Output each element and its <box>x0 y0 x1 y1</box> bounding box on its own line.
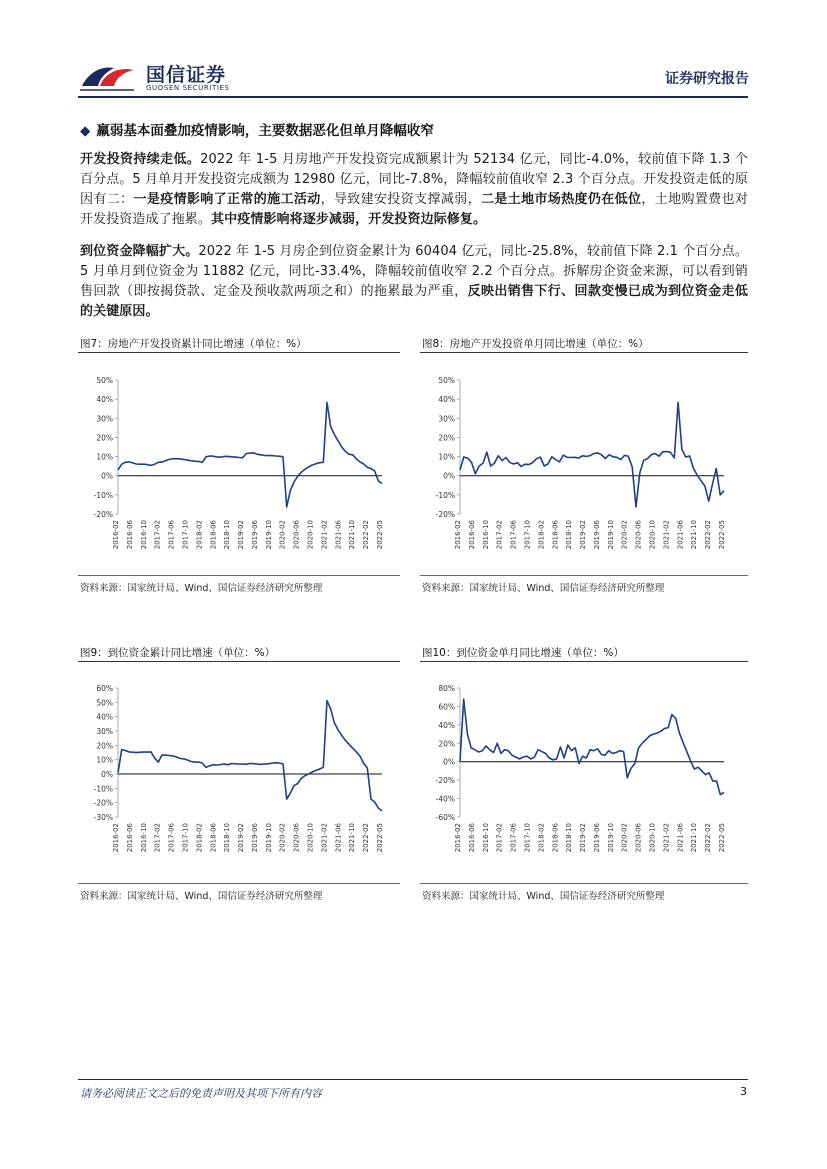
logo-company-name-en: GUOSEN SECURITIES <box>146 84 230 92</box>
figure-8-title: 图8：房地产开发投资单月同比增速（单位：%） <box>422 338 649 350</box>
y-tick-label: 0% <box>443 471 455 481</box>
x-tick-label: 2017-06 <box>509 823 518 853</box>
paragraph-text: ，导致建安投资支撑减弱， <box>320 192 481 207</box>
x-tick-label: 2021-02 <box>662 520 671 550</box>
x-tick-label: 2017-06 <box>167 823 176 853</box>
x-tick-label: 2018-06 <box>209 823 218 853</box>
paragraph-bold: 其中疫情影响将逐步减弱，开发投资边际修复。 <box>211 212 487 227</box>
y-tick-label: 40% <box>438 395 455 405</box>
header-divider <box>78 96 748 98</box>
figure-9-title: 图9：到位资金累计同比增速（单位：%） <box>80 647 276 659</box>
x-tick-label: 2019-10 <box>264 823 273 853</box>
y-tick-label: -20% <box>435 510 455 519</box>
x-tick-label: 2018-02 <box>195 520 204 550</box>
y-tick-label: 20% <box>438 433 455 443</box>
figure-7-top-rule <box>78 352 400 353</box>
x-tick-label: 2016-06 <box>125 823 134 853</box>
x-tick-label: 2022-05 <box>376 823 384 853</box>
paragraph-bold: 反映出销售下行、回款变慢已成为到位资金走低的关键原因。 <box>80 284 748 319</box>
x-tick-label: 2017-10 <box>181 520 190 550</box>
series-line <box>460 699 724 794</box>
figure-7-bottom-rule <box>78 575 400 576</box>
paragraph-bold: 二是土地市场热度仍在低位 <box>480 192 642 207</box>
figure-10-bottom-rule <box>420 883 748 884</box>
x-tick-label: 2017-02 <box>495 520 504 550</box>
x-tick-label: 2016-06 <box>125 520 134 550</box>
x-tick-label: 2017-10 <box>523 823 532 853</box>
x-tick-label: 2021-10 <box>690 823 699 853</box>
x-tick-label: 2016-10 <box>139 520 148 550</box>
x-tick-label: 2018-10 <box>565 823 574 853</box>
report-type-label: 证券研究报告 <box>665 71 749 87</box>
x-tick-label: 2019-10 <box>606 520 615 550</box>
figure-7-title: 图7：房地产开发投资累计同比增速（单位：%） <box>80 338 307 350</box>
figure-9-top-rule <box>78 661 400 662</box>
y-tick-label: -10% <box>435 490 455 500</box>
y-tick-label: -10% <box>93 784 113 794</box>
x-tick-label: 2017-06 <box>509 520 518 550</box>
x-tick-label: 2018-06 <box>551 520 560 550</box>
y-tick-label: 20% <box>438 739 455 749</box>
x-tick-label: 2020-10 <box>306 823 315 853</box>
paragraph-investment <box>80 150 748 230</box>
x-tick-label: 2016-02 <box>112 520 120 550</box>
y-tick-label: 40% <box>96 395 113 405</box>
x-tick-label: 2020-02 <box>620 823 629 853</box>
x-tick-label: 2022-02 <box>362 823 371 853</box>
y-tick-label: -20% <box>435 776 455 786</box>
page-header <box>0 0 827 100</box>
figure-7-source: 资料来源：国家统计局、Wind、国信证券经济研究所整理 <box>80 583 323 594</box>
y-tick-label: 0% <box>443 757 455 767</box>
x-tick-label: 2017-02 <box>153 520 162 550</box>
y-tick-label: 60% <box>438 702 455 712</box>
x-tick-label: 2017-06 <box>167 520 176 550</box>
x-tick-label: 2019-02 <box>237 520 246 550</box>
y-tick-label: 0% <box>101 471 113 481</box>
x-tick-label: 2017-02 <box>153 823 162 853</box>
x-tick-label: 2019-02 <box>237 823 246 853</box>
x-tick-label: 2021-10 <box>690 520 699 550</box>
section-title-text: 羸弱基本面叠加疫情影响，主要数据恶化但单月降幅收窄 <box>96 123 434 139</box>
y-tick-label: 30% <box>438 414 455 424</box>
x-tick-label: 2020-02 <box>278 823 287 853</box>
x-tick-label: 2021-06 <box>334 823 343 853</box>
y-tick-label: 50% <box>96 698 113 708</box>
y-tick-label: -30% <box>93 813 113 822</box>
y-tick-label: 10% <box>438 452 455 462</box>
y-tick-label: 0% <box>101 770 113 779</box>
x-tick-label: 2018-10 <box>223 520 232 550</box>
x-tick-label: 2021-02 <box>662 823 671 853</box>
diamond-bullet-icon: ◆ <box>80 123 91 139</box>
section-title <box>80 119 434 139</box>
x-tick-label: 2016-06 <box>467 520 476 550</box>
x-tick-label: 2021-02 <box>320 823 329 853</box>
x-tick-label: 2021-06 <box>676 520 685 550</box>
x-tick-label: 2016-02 <box>454 520 462 550</box>
y-tick-label: 40% <box>438 720 455 730</box>
x-tick-label: 2019-02 <box>579 520 588 550</box>
x-tick-label: 2020-10 <box>648 823 657 853</box>
x-tick-label: 2019-06 <box>592 823 601 853</box>
x-tick-label: 2016-10 <box>139 823 148 853</box>
paragraph-text: 2022 年 1-5 月房地产开发投资完成额累计为 52134 亿元，同比-4.0%，较前值下降 1.3 个百分点。5 月单月开发投资完成额为 12980 亿元，同比-7.8%，降幅较前值收窄 2.3 个百分点。开发投资走低的原因有二： <box>80 152 748 207</box>
x-tick-label: 2021-06 <box>676 823 685 853</box>
x-tick-label: 2019-10 <box>264 520 273 550</box>
y-tick-label: 80% <box>438 684 455 693</box>
paragraph-bold: 一是疫情影响了正常的施工活动 <box>133 192 321 207</box>
figure-8-chart <box>422 362 742 572</box>
x-tick-label: 2022-02 <box>704 520 713 550</box>
paragraph-text: 2022 年 1-5 月房企到位资金累计为 60404 亿元，同比-25.8%，较前值下降 2.1 个百分点。5 月单月到位资金为 11882 亿元，同比-33.4%，降幅较前值收窄 2.2 个百分点。拆解房企资金来源，可以看到销售回款（即按揭贷款、定金及预收款两项之和）的拖累最为严重， <box>80 244 748 299</box>
x-tick-label: 2019-02 <box>579 823 588 853</box>
x-tick-label: 2018-10 <box>565 520 574 550</box>
x-tick-label: 2016-10 <box>481 520 490 550</box>
x-tick-label: 2018-06 <box>551 823 560 853</box>
figure-10-title: 图10：到位资金单月同比增速（单位：%） <box>422 647 624 659</box>
x-tick-label: 2021-06 <box>334 520 343 550</box>
y-tick-label: -20% <box>93 510 113 519</box>
paragraph-funding <box>80 242 748 322</box>
series-line <box>118 402 382 507</box>
figure-7-chart <box>80 362 400 572</box>
x-tick-label: 2020-06 <box>292 823 301 853</box>
x-tick-label: 2020-06 <box>292 520 301 550</box>
x-tick-label: 2022-05 <box>718 823 726 853</box>
y-tick-label: -10% <box>93 490 113 500</box>
figure-8-top-rule <box>420 352 748 353</box>
x-tick-label: 2017-10 <box>523 520 532 550</box>
series-line <box>118 701 382 811</box>
series-line <box>460 402 724 507</box>
y-tick-label: -40% <box>435 794 455 804</box>
x-tick-label: 2018-10 <box>223 823 232 853</box>
y-tick-label: 30% <box>96 414 113 424</box>
x-tick-label: 2016-02 <box>454 823 462 853</box>
x-tick-label: 2022-05 <box>718 520 726 550</box>
figure-10-source: 资料来源：国家统计局、Wind、国信证券经济研究所整理 <box>422 891 665 902</box>
paragraph-lead: 开发投资持续走低。 <box>80 152 201 167</box>
figure-9-bottom-rule <box>78 883 400 884</box>
footer-disclaimer: 请务必阅读正文之后的免责声明及其项下所有内容 <box>80 1087 322 1100</box>
paragraph-text: ，土地购置费也对开发投资造成了拖累。 <box>80 192 749 227</box>
x-tick-label: 2021-10 <box>348 823 357 853</box>
x-tick-label: 2022-05 <box>376 520 384 550</box>
y-tick-label: 50% <box>438 376 455 385</box>
x-tick-label: 2020-06 <box>634 823 643 853</box>
logo-company-name: 国信证券 <box>146 64 227 86</box>
y-tick-label: 60% <box>96 684 113 693</box>
x-tick-label: 2016-02 <box>112 823 120 853</box>
x-tick-label: 2021-10 <box>348 520 357 550</box>
y-tick-label: -60% <box>435 813 455 822</box>
figure-9-chart <box>80 670 400 875</box>
x-tick-label: 2019-06 <box>250 823 259 853</box>
x-tick-label: 2020-02 <box>620 520 629 550</box>
figure-8-source: 资料来源：国家统计局、Wind、国信证券经济研究所整理 <box>422 583 665 594</box>
x-tick-label: 2022-02 <box>704 823 713 853</box>
footer-divider <box>78 1079 748 1080</box>
x-tick-label: 2019-10 <box>606 823 615 853</box>
x-tick-label: 2021-02 <box>320 520 329 550</box>
x-tick-label: 2018-02 <box>537 520 546 550</box>
y-tick-label: 20% <box>96 741 113 751</box>
y-tick-label: 30% <box>96 727 113 736</box>
x-tick-label: 2017-10 <box>181 823 190 853</box>
y-tick-label: 10% <box>96 452 113 462</box>
y-tick-label: 10% <box>96 755 113 765</box>
x-tick-label: 2017-02 <box>495 823 504 853</box>
x-tick-label: 2022-02 <box>362 520 371 550</box>
x-tick-label: 2019-06 <box>592 520 601 550</box>
x-tick-label: 2020-10 <box>306 520 315 550</box>
y-tick-label: 40% <box>96 712 113 722</box>
x-tick-label: 2020-10 <box>648 520 657 550</box>
y-tick-label: 50% <box>96 376 113 385</box>
y-tick-label: 20% <box>96 433 113 443</box>
x-tick-label: 2016-06 <box>467 823 476 853</box>
figure-9-source: 资料来源：国家统计局、Wind、国信证券经济研究所整理 <box>80 891 323 902</box>
x-tick-label: 2020-02 <box>278 520 287 550</box>
x-tick-label: 2018-06 <box>209 520 218 550</box>
x-tick-label: 2019-06 <box>250 520 259 550</box>
page-number: 3 <box>740 1085 747 1098</box>
figure-10-chart <box>422 670 742 875</box>
paragraph-lead: 到位资金降幅扩大。 <box>80 244 199 259</box>
figure-8-bottom-rule <box>420 575 748 576</box>
figure-10-top-rule <box>420 661 748 662</box>
x-tick-label: 2018-02 <box>195 823 204 853</box>
x-tick-label: 2020-06 <box>634 520 643 550</box>
x-tick-label: 2018-02 <box>537 823 546 853</box>
guosen-logo-icon <box>80 60 136 94</box>
y-tick-label: -20% <box>93 798 113 808</box>
x-tick-label: 2016-10 <box>481 823 490 853</box>
